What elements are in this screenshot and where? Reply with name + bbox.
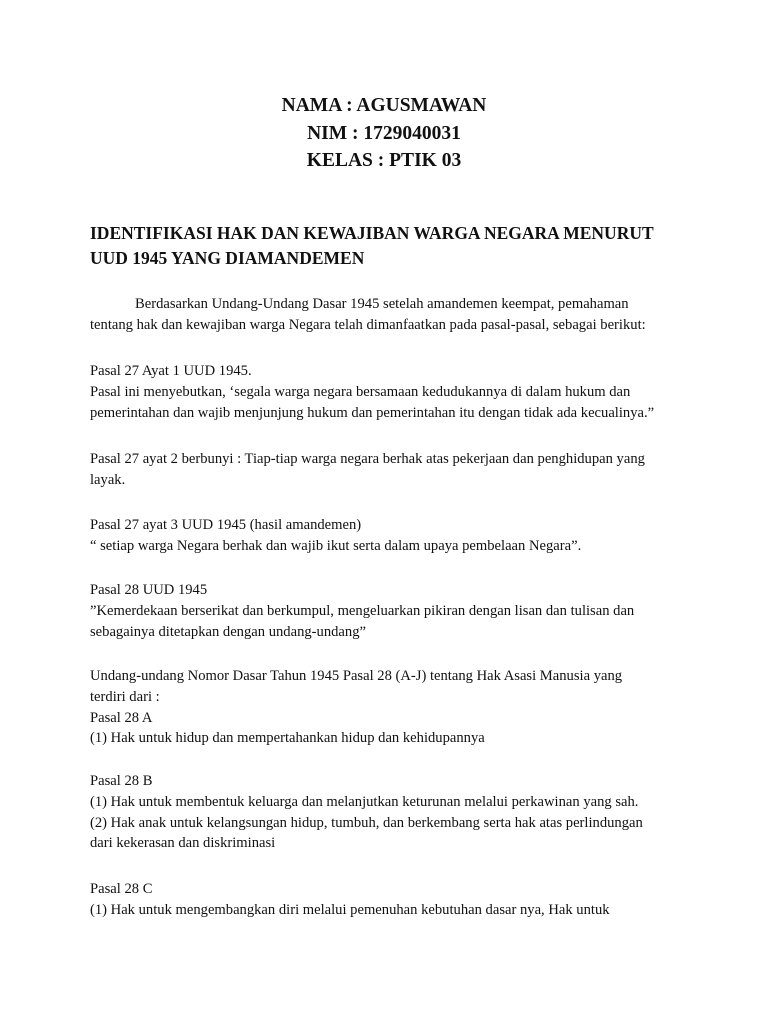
intro-line-2: tentang hak dan kewajiban warga Negara telah dimanfaatkan pada pasal-pasal, sebagai berikut: bbox=[90, 316, 646, 333]
student-info-header bbox=[0, 92, 768, 175]
section-line: ”Kemerdekaan berserikat dan berkumpul, mengeluarkan pikiran dengan lisan dan tulisan dan bbox=[90, 602, 635, 619]
section-heading: Pasal 27 ayat 3 UUD 1945 (hasil amandemen) bbox=[90, 517, 362, 533]
section-line: layak. bbox=[90, 471, 126, 488]
student-name: NAMA : AGUSMAWAN bbox=[281, 95, 487, 116]
section-line: Pasal 27 ayat 2 berbunyi : Tiap-tiap warga negara berhak atas pekerjaan dan penghidupan yang bbox=[90, 451, 645, 467]
section-pasal-27-ayat-2 bbox=[90, 449, 696, 491]
title-line-1: IDENTIFIKASI HAK DAN KEWAJIBAN WARGA NEGARA MENURUT bbox=[90, 223, 654, 243]
student-class: KELAS : PTIK 03 bbox=[306, 150, 462, 171]
section-pasal-28-c bbox=[90, 879, 696, 921]
section-line: Pasal ini menyebutkan, ‘segala warga negara bersamaan kedudukannya di dalam hukum dan bbox=[90, 383, 631, 400]
section-line: (1) Hak untuk membentuk keluarga dan melanjutkan keturunan melalui perkawinan yang sah. bbox=[90, 793, 639, 810]
section-pasal-27-ayat-1 bbox=[90, 361, 696, 423]
title-line-2: UUD 1945 YANG DIAMANDEMEN bbox=[90, 248, 365, 268]
document-title bbox=[90, 221, 690, 271]
intro-line-1: Berdasarkan Undang-Undang Dasar 1945 setelah amandemen keempat, pemahaman bbox=[135, 296, 629, 312]
section-pasal-27-ayat-3 bbox=[90, 515, 696, 557]
section-line: sebagainya ditetapkan dengan undang-undang” bbox=[90, 623, 366, 640]
section-line: Pasal 28 A bbox=[90, 709, 153, 726]
section-line: Undang-undang Nomor Dasar Tahun 1945 Pasal 28 (A-J) tentang Hak Asasi Manusia yang bbox=[90, 668, 623, 684]
section-line: terdiri dari : bbox=[90, 688, 160, 705]
section-heading: Pasal 28 UUD 1945 bbox=[90, 582, 208, 598]
section-line: (2) Hak anak untuk kelangsungan hidup, tumbuh, dan berkembang serta hak atas perlindungan bbox=[90, 814, 643, 831]
section-line: dari kekerasan dan diskriminasi bbox=[90, 835, 276, 852]
intro-paragraph bbox=[90, 294, 696, 336]
section-line: “ setiap warga Negara berhak dan wajib ikut serta dalam upaya pembelaan Negara”. bbox=[90, 537, 582, 554]
section-heading: Pasal 28 C bbox=[90, 881, 153, 897]
section-heading: Pasal 28 B bbox=[90, 773, 153, 789]
section-line: (1) Hak untuk hidup dan mempertahankan hidup dan kehidupannya bbox=[90, 730, 485, 747]
section-heading: Pasal 27 Ayat 1 UUD 1945. bbox=[90, 363, 252, 379]
section-pasal-28-b bbox=[90, 771, 696, 854]
student-nim: NIM : 1729040031 bbox=[307, 122, 461, 144]
section-line: pemerintahan dan wajib menjunjung hukum dan pemerintahan itu dengan tidak ada kecualinya.” bbox=[90, 404, 655, 421]
section-pasal-28 bbox=[90, 580, 696, 642]
section-line: (1) Hak untuk mengembangkan diri melalui pemenuhan kebutuhan dasar nya, Hak untuk bbox=[90, 901, 610, 918]
section-hak-asasi-manusia bbox=[90, 666, 696, 749]
